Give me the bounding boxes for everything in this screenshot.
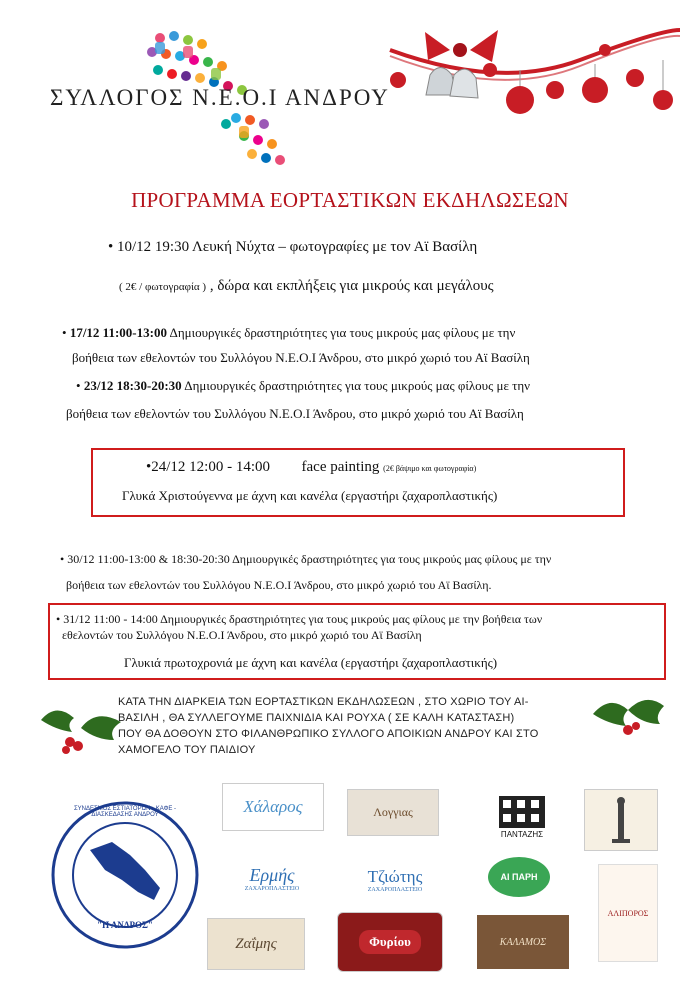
event-24-12 [146,459,476,476]
program-title: ΠΡΟΓΡΑΜΜΑ ΕΟΡΤΑΣΤΙΚΩΝ ΕΚΔΗΛΩΣΕΩΝ [131,188,569,212]
club-name: ΣΥΛΛΟΓΟΣ Ν.Ε.Ο.Ι ΑΝΔΡΟΥ [50,85,390,110]
bullet-icon: • [60,552,65,566]
event-text: 10/12 19:30 Λευκή Νύχτα – φωτογραφίες με τον Αϊ Βασίλη [117,239,478,255]
sponsor-sub: ΖΑΧΑΡΟΠΛΑΣΤΕΙΟ [367,887,423,893]
event-text: εθελοντών του Συλλόγου Ν.Ε.Ο.Ι Άνδρου, στο μικρό χωριό του Αϊ Βασίλη [62,628,422,642]
note-line: ΠΟΥ ΘΑ ΔΟΘΟΥΝ ΣΤΟ ΦΙΛΑΝΘΡΩΠΙΚΟ ΣΥΛΛΟΓΟ ΑΠΟΙΚΙΩΝ ΑΝΔΡΟΥ ΚΑΙ ΣΤΟ [118,728,539,740]
event-31-12 [56,612,542,627]
event-text: βοήθεια των εθελοντών του Συλλόγου Ν.Ε.Ο.Ι Άνδρου, στο μικρό χωριό του Αϊ Βασίλη [66,406,524,421]
sponsor-name: Χάλαρος [243,797,303,816]
note-line: ΒΑΣΙΛΗ , ΘΑ ΣΥΛΛΕΓΟΥΜΕ ΠΑΙΧΝΙΔΙΑ ΚΑΙ ΡΟΥΧΑ ( ΣΕ ΚΑΛΗ ΚΑΤΑΣΤΑΣΗ) [118,712,515,724]
sponsor-logo [344,860,446,900]
sponsor-logo [484,852,554,902]
event-activity: face painting [301,459,380,475]
building-icon [497,794,547,830]
sponsor-name: Ερμής [249,864,295,885]
event-10-12-detail [119,278,494,295]
event-note: (2€ βάψιμο και φωτογραφία) [383,464,477,473]
sponsor-logo [227,852,317,904]
statue-icon [606,795,636,845]
collection-note [118,694,588,758]
event-text: Γλυκά Χριστούγεννα με άχνη και κανέλα (εργαστήρι ζαχαροπλαστικής) [122,488,498,503]
bullet-icon: • [62,325,67,340]
bullet-icon: • [146,459,152,475]
event-price: ( 2€ / φωτογραφία ) [119,281,207,293]
christmas-ornaments-icon [380,20,680,140]
event-23-12 [76,378,530,394]
sponsor-logo [222,783,324,831]
event-text: 31/12 11:00 - 14:00 Δημιουργικές δραστηριότητες για τους μικρούς μας φίλους με την βοήθεια των [63,612,543,626]
event-text: 30/12 11:00-13:00 & 18:30-20:30 Δημιουργικές δραστηριότητες για τους μικρούς μας φίλους με την [67,552,552,566]
event-text: βοήθεια των εθελοντών του Συλλόγου Ν.Ε.Ο.Ι Άνδρου, στο μικρό χωριό του Αϊ Βασίλη. [66,578,492,592]
holly-icon [36,700,126,756]
sponsor-name: Λογγιας [373,805,413,819]
note-line: ΚΑΤΑ ΤΗΝ ΔΙΑΡΚΕΙΑ ΤΩΝ ΕΟΡΤΑΣΤΙΚΩΝ ΕΚΔΗΛΩΣΕΩΝ , ΣΤΟ ΧΩΡΙΟ ΤΟΥ ΑΙ- [118,696,529,708]
sponsor-logo [347,789,439,836]
event-date: 24/12 12:00 - 14:00 [151,459,271,475]
event-17-12 [62,325,515,341]
sponsor-name: Τζιώτης [367,867,423,886]
event-text: Γλυκιά πρωτοχρονιά με άχνη και κανέλα (εργαστήρι ζαχαροπλαστικής) [124,655,498,670]
sponsor-name: Φυρίου [359,930,421,954]
sponsor-logo [584,789,658,851]
sponsor-name: ΠΑΝΤΑΖΗΣ [500,829,544,839]
sponsor-logo [477,915,569,969]
holly-icon [588,690,668,746]
bullet-icon: • [76,378,81,393]
association-ring-text: ΣΥΝΔΕΣΜΟΣ ΕΣΤΙΑΤΟΡΩΝ - ΚΑΦΕ - ΔΙΑΣΚΕΔΑΣΗΣ ΑΝΔΡΟΥ [73,806,177,818]
event-date: 17/12 11:00-13:00 [69,325,167,340]
event-text: , δώρα και εκπλήξεις για μικρούς και μεγάλους [209,278,494,294]
note-line: ΧΑΜΟΓΕΛΟ ΤΟΥ ΠΑΙΔΙΟΥ [118,744,256,756]
event-text: Δημιουργικές δραστηριότητες για τους μικρούς μας φίλους με την [184,378,531,393]
sponsor-name: ΑΙ ΠΑΡΗ [488,857,550,897]
event-text: βοήθεια των εθελοντών του Συλλόγου Ν.Ε.Ο.Ι Άνδρου, στο μικρό χωριό του Αϊ Βασίλη [72,350,530,365]
event-text: Δημιουργικές δραστηριότητες για τους μικρούς μας φίλους με την [169,325,516,340]
event-date: 23/12 18:30-20:30 [83,378,182,393]
sponsor-logo [598,864,658,962]
bullet-icon: • [108,239,114,255]
sponsor-name: ΚΑΛΑΜΟΣ [499,936,547,948]
sponsor-logo [337,912,443,972]
sponsor-name: Ζαΐμης [235,935,277,952]
association-center-text: "Η ΑΝΔΡΟΣ" [97,920,153,930]
bullet-icon: • [56,612,61,626]
sponsor-logo [486,787,558,845]
event-10-12 [108,239,477,256]
event-30-12 [60,552,551,567]
sponsor-logo [207,918,305,970]
sponsor-sub: ΖΑΧΑΡΟΠΛΑΣΤΕΙΟ [244,885,300,892]
sponsor-name: ΑΛΙΠΟΡΟΣ [607,908,649,918]
